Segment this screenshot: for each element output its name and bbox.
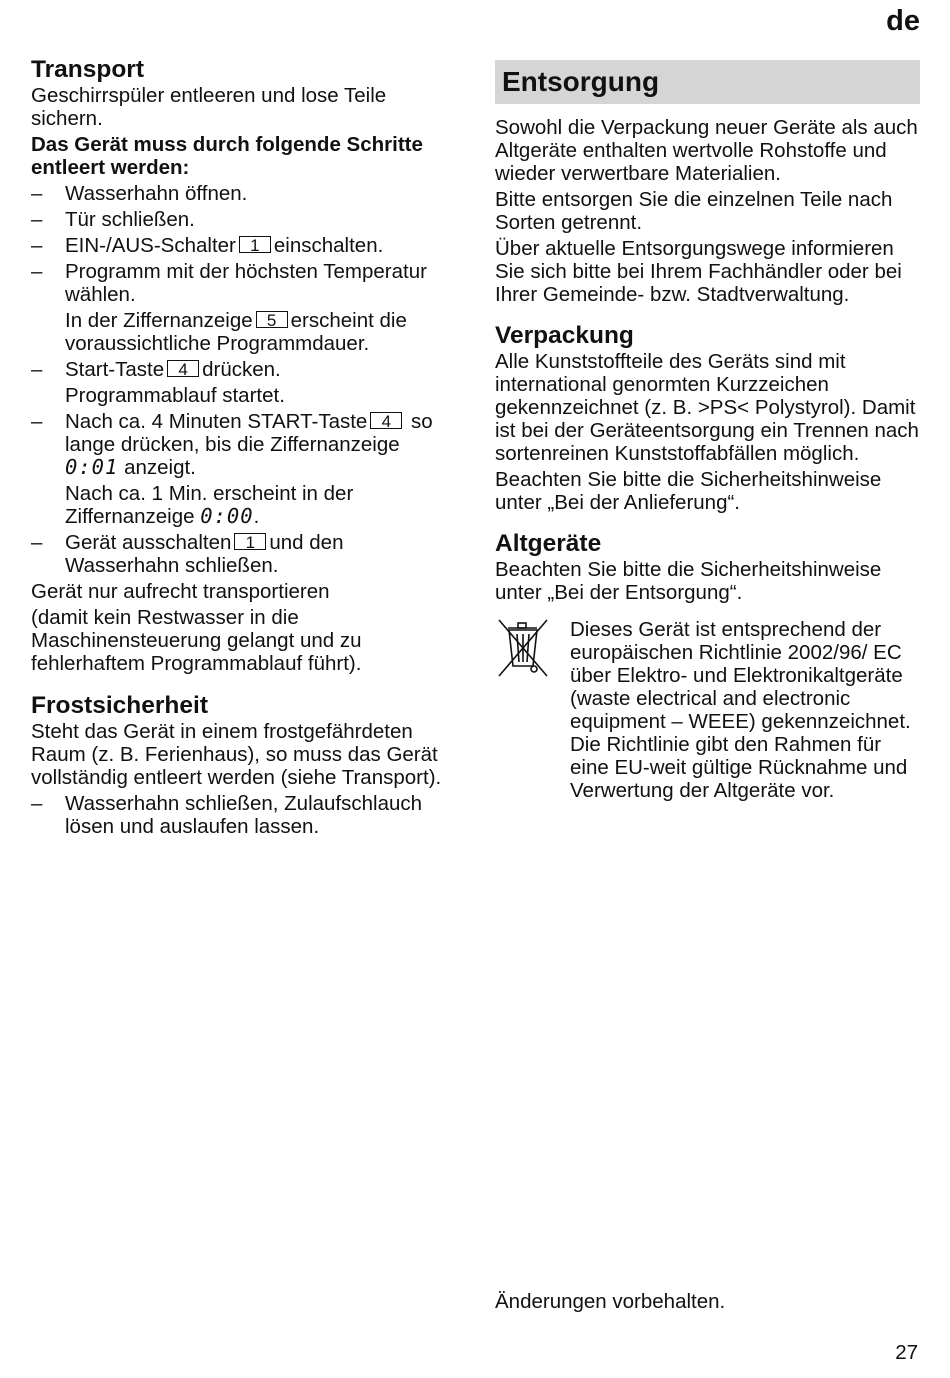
digit-display: 0:00: [200, 504, 254, 528]
frost-body: Steht das Gerät in einem frostgefährdeten Raum (z. B. Ferienhaus), so muss das Gerät vollständig entleert werden (siehe Transport).: [31, 720, 442, 789]
transport-upright-note: (damit kein Restwasser in die Maschinensteuerung gelangt und zu fehlerhaftem Programmablauf führt).: [31, 606, 362, 675]
list-item: – Tür schließen.: [31, 208, 195, 231]
verpackung-p1: Alle Kunststoffteile des Geräts sind mit international genormten Kurzzeichen gekennzeichnet (z. B. >PS< Polystyrol). Damit ist bei der Geräteentsorgung ein Trennen nach sortenreinen Kunststoffabfällen möglich.: [495, 350, 919, 465]
entsorgung-p2: Bitte entsorgen Sie die einzelnen Teile nach Sorten getrennt.: [495, 188, 893, 234]
crossed-out-wheelie-bin-icon: [495, 618, 570, 802]
step-note: Programmablauf startet.: [65, 384, 285, 407]
step-note: Nach ca. 1 Min. erscheint in der Ziffernanzeige 0:00.: [65, 482, 354, 528]
language-code: de: [886, 5, 920, 37]
altgeraete-heading: Altgeräte: [495, 530, 602, 557]
list-item: – Nach ca. 4 Minuten START-Taste 4 so lange drücken, bis die Ziffernanzeige 0:01 anzeigt.: [31, 410, 433, 479]
key-symbol: 4: [167, 360, 199, 377]
transport-heading: Transport: [31, 56, 144, 83]
entsorgung-p3: Über aktuelle Entsorgungswege informieren Sie sich bitte bei Ihrem Fachhändler oder bei Ihrer Gemeinde- bzw. Stadtverwaltung.: [495, 237, 902, 306]
key-symbol: 4: [370, 412, 402, 429]
page-number: 27: [895, 1341, 918, 1364]
list-item: – Wasserhahn öffnen.: [31, 182, 248, 205]
transport-steps-list: [31, 182, 456, 306]
digit-display: 0:01: [65, 455, 119, 479]
list-item: – Start-Taste 4 drücken.: [31, 358, 281, 381]
footer-note: Änderungen vorbehalten.: [495, 1290, 726, 1313]
weee-notice: [495, 618, 920, 802]
right-column: [495, 56, 920, 802]
list-item: – Gerät ausschalten 1 und den Wasserhahn schließen.: [31, 531, 344, 577]
frost-heading: Frostsicherheit: [31, 692, 208, 719]
key-symbol: 5: [256, 311, 288, 328]
list-item: – EIN-/AUS-Schalter 1 einschalten.: [31, 234, 384, 257]
list-item: – Programm mit der höchsten Temperatur wählen.: [31, 260, 427, 306]
verpackung-p2: Beachten Sie bitte die Sicherheitshinweise unter „Bei der Anlieferung“.: [495, 468, 882, 514]
entsorgung-p1: Sowohl die Verpackung neuer Geräte als auch Altgeräte enthalten wertvolle Rohstoffe und wieder verwertbare Materialien.: [495, 116, 918, 185]
transport-intro: Geschirrspüler entleeren und lose Teile sichern.: [31, 84, 387, 130]
transport-steps-heading: Das Gerät muss durch folgende Schritte entleert werden:: [31, 133, 423, 179]
section-title-bar: [495, 60, 920, 104]
entsorgung-heading: Entsorgung: [502, 66, 660, 97]
altgeraete-p1: Beachten Sie bitte die Sicherheitshinweise unter „Bei der Entsorgung“.: [495, 558, 882, 604]
key-symbol: 1: [239, 236, 271, 253]
key-symbol: 1: [234, 533, 266, 550]
step-note: In der Ziffernanzeige 5 erscheint die voraussichtliche Programmdauer.: [65, 309, 407, 355]
transport-upright: Gerät nur aufrecht transportieren: [31, 580, 330, 603]
left-column: [31, 56, 456, 841]
verpackung-heading: Verpackung: [495, 322, 634, 349]
list-item: – Wasserhahn schließen, Zulaufschlauch lösen und auslaufen lassen.: [31, 792, 423, 838]
weee-text: Dieses Gerät ist entsprechend der europäischen Richtlinie 2002/96/ EC über Elektro- und Elektronikaltgeräte (waste electrical and electronic equipment – WEEE) gekennzeichnet. Die Richtlinie gibt den Rahmen für eine EU-weit gültige Rücknahme und Verwertung der Altgeräte vor.: [570, 618, 911, 802]
